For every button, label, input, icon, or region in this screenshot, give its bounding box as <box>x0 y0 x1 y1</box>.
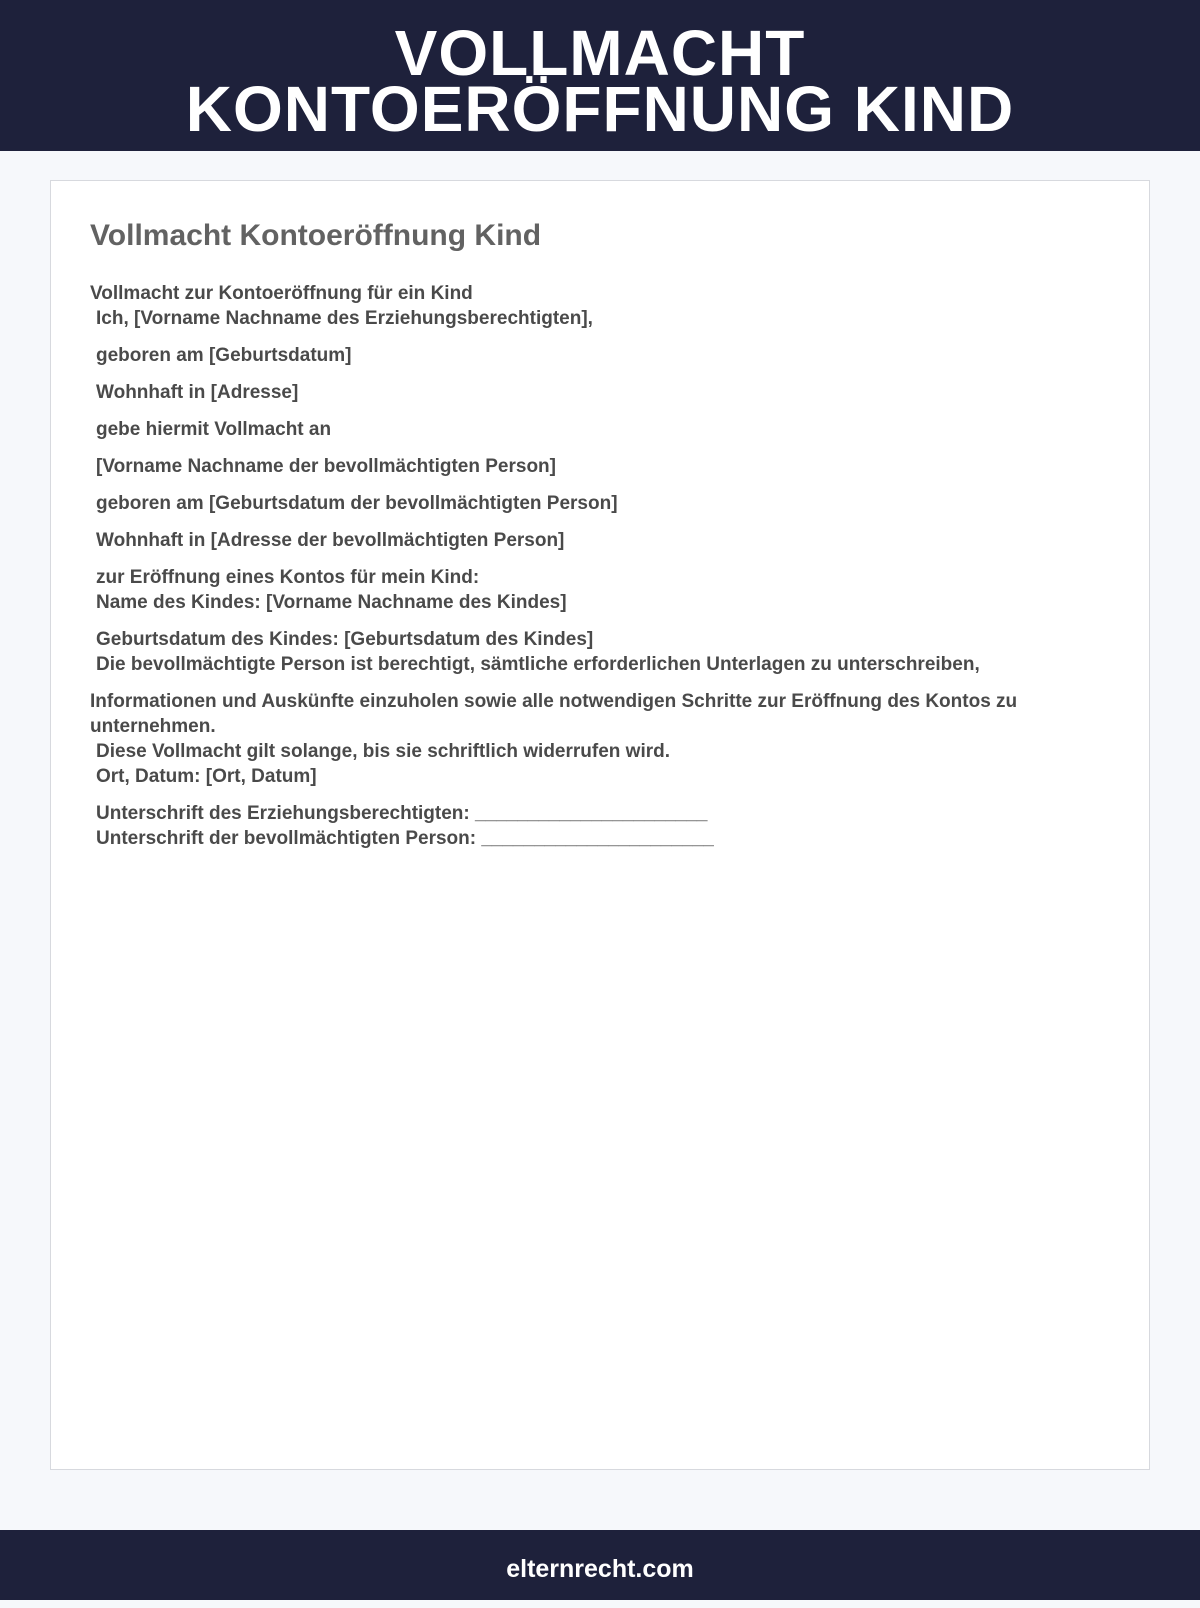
footer-site-name: elternrecht.com <box>506 1555 694 1583</box>
document-line-heading: Vollmacht zur Kontoeröffnung für ein Kind <box>90 283 473 304</box>
signature-line-guardian: Unterschrift des Erziehungsberechtigten: ______________________ <box>96 803 708 824</box>
document-line-agent-birthdate: geboren am [Geburtsdatum der bevollmächtigten Person] <box>96 493 618 514</box>
document-line-place-date: Ort, Datum: [Ort, Datum] <box>96 766 317 787</box>
document-line-guardian-birthdate: geboren am [Geburtsdatum] <box>96 345 352 366</box>
document-line-authority: Die bevollmächtigte Person ist berechtigt, sämtliche erforderlichen Unterlagen zu unterschreiben, <box>96 654 980 675</box>
document-line-child-birthdate: Geburtsdatum des Kindes: [Geburtsdatum des Kindes] <box>96 629 594 650</box>
document-title: Vollmacht Kontoeröffnung Kind <box>90 219 542 252</box>
page-footer <box>0 1530 1200 1600</box>
document-line-validity: Diese Vollmacht gilt solange, bis sie schriftlich widerrufen wird. <box>96 741 671 762</box>
document-line-authority-continued: Informationen und Auskünfte einzuholen sowie alle notwendigen Schritte zur Eröffnung des Kontos zu unternehmen. <box>90 691 1018 737</box>
signature-line-agent: Unterschrift der bevollmächtigten Person: ______________________ <box>96 828 714 849</box>
document-line-agent-name: [Vorname Nachname der bevollmächtigten Person] <box>96 456 556 477</box>
document-line-purpose: zur Eröffnung eines Kontos für mein Kind: <box>96 567 480 588</box>
header-title-line-1: VOLLMACHT <box>394 17 806 89</box>
document-body <box>90 281 1090 851</box>
document-line-agent-address: Wohnhaft in [Adresse der bevollmächtigten Person] <box>96 530 565 551</box>
header-title-line-2: KONTOERÖFFNUNG KIND <box>185 73 1015 145</box>
document-line-guardian-name: Ich, [Vorname Nachname des Erziehungsberechtigten], <box>96 308 593 329</box>
document-line-guardian-address: Wohnhaft in [Adresse] <box>96 382 299 403</box>
document-line-child-name: Name des Kindes: [Vorname Nachname des Kindes] <box>96 592 567 613</box>
document-line-grant: gebe hiermit Vollmacht an <box>96 419 332 440</box>
document-card <box>50 180 1150 1470</box>
page-header <box>0 0 1200 151</box>
